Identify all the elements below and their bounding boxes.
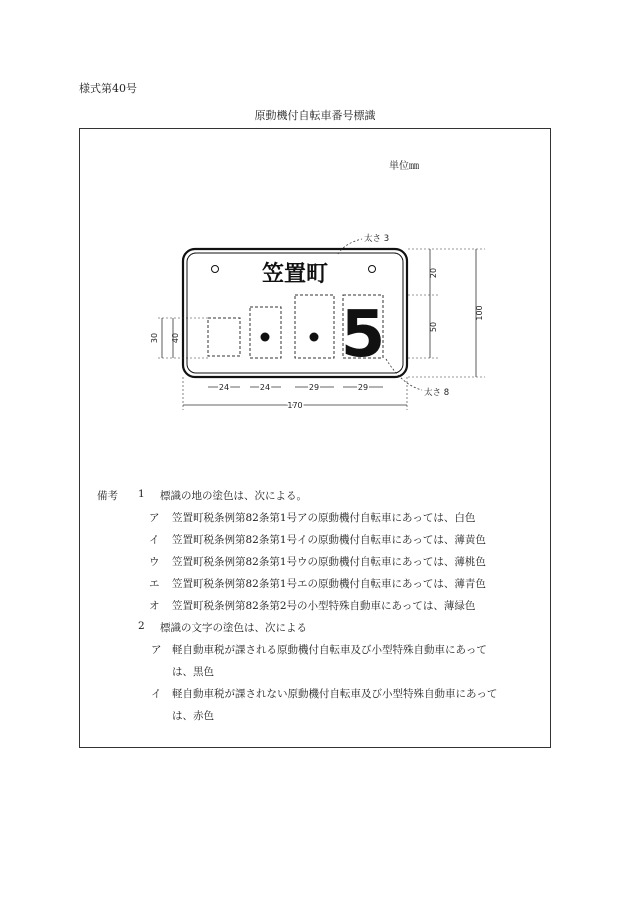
separator-dot-1 <box>261 333 270 342</box>
note-1-sub-text: 笠置町税条例第82条第1号エの原動機付自転車にあっては、薄青色 <box>172 578 486 590</box>
thickness-top-label: 太さ 3 <box>364 234 390 244</box>
plate-diagram <box>140 225 490 420</box>
note-2-number: 2 <box>138 620 145 632</box>
note-1-sub-text: 笠置町税条例第82条第1号ウの原動機付自転車にあっては、薄桃色 <box>172 556 486 568</box>
char-box-2 <box>250 307 281 358</box>
note-2-sub-line: 軽自動車税が課されない原動機付自転車及び小型特殊自動車にあって <box>172 688 498 700</box>
dim-170-label: 170 <box>287 401 303 410</box>
notes-heading: 備考 <box>97 490 118 502</box>
note-1-sub-label: エ <box>149 578 160 590</box>
note-2-text: 標識の文字の塗色は、次による <box>160 622 307 634</box>
note-2-sub-label: ア <box>151 644 162 656</box>
note-1-sub-label: ア <box>149 512 160 524</box>
thickness-bottom-label: 太さ 8 <box>424 388 450 398</box>
form-number: 様式第40号 <box>79 82 137 95</box>
note-1-sub-label: ウ <box>149 556 160 568</box>
note-2-sub-line: 軽自動車税が課される原動機付自転車及び小型特殊自動車にあって <box>172 644 487 656</box>
dim-20-label: 20 <box>429 267 438 279</box>
mount-hole-right <box>369 266 376 273</box>
dim-29b-label: 29 <box>357 383 369 392</box>
document-title: 原動機付自転車番号標識 <box>254 109 376 122</box>
note-1-sub-text: 笠置町税条例第82条第2号の小型特殊自動車にあっては、薄緑色 <box>172 600 476 612</box>
note-1-sub-label: イ <box>149 534 160 546</box>
dim-29a-label: 29 <box>308 383 320 392</box>
note-1-number: 1 <box>138 488 145 500</box>
char-box-1 <box>208 318 240 356</box>
char-box-3 <box>295 295 334 358</box>
dim-50-label: 50 <box>429 321 438 333</box>
note-2-sub-label: イ <box>151 688 162 700</box>
dim-24b-label: 24 <box>259 383 271 392</box>
dim-100-label: 100 <box>475 305 484 321</box>
note-1-text: 標識の地の塗色は、次による。 <box>160 490 307 502</box>
note-1-sub-text: 笠置町税条例第82条第1号アの原動機付自転車にあっては、白色 <box>172 512 476 524</box>
plate-number: 5 <box>340 298 386 372</box>
plate-town-name: 笠置町 <box>261 262 329 287</box>
note-1-sub-text: 笠置町税条例第82条第1号イの原動機付自転車にあっては、薄黄色 <box>172 534 486 546</box>
mount-hole-left <box>212 266 219 273</box>
separator-dot-2 <box>310 333 319 342</box>
dim-24a-label: 24 <box>218 383 230 392</box>
note-1-sub-label: オ <box>149 600 160 612</box>
dim-30-label: 30 <box>150 332 159 344</box>
unit-label: 単位㎜ <box>389 161 419 172</box>
note-2-sub-line: は、赤色 <box>172 710 214 722</box>
note-2-sub-line: は、黒色 <box>172 666 214 678</box>
dim-40-label: 40 <box>171 332 180 344</box>
